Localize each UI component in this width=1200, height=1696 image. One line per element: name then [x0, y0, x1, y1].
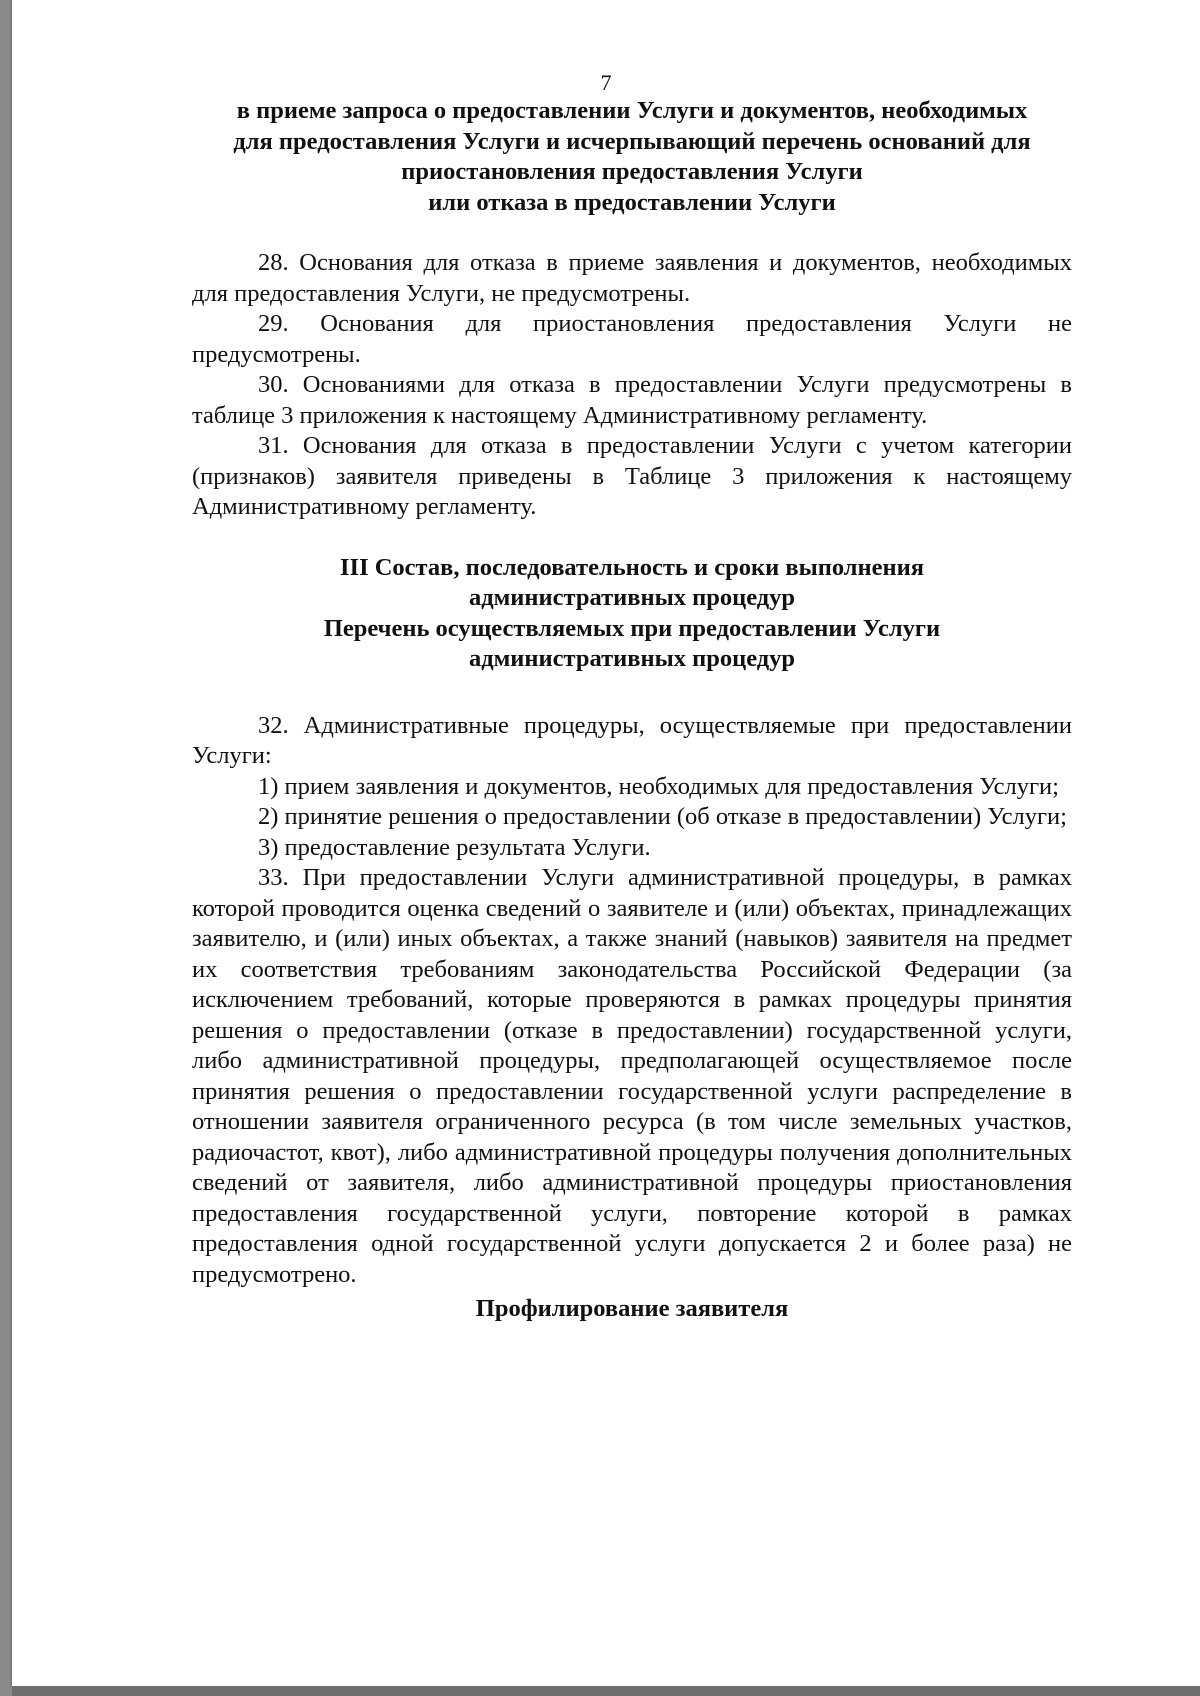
paragraph-31: 31. Основания для отказа в предоставлении Услуги с учетом категории (признаков) заявителя приведены в Таблице 3 приложения к настоящему Административному регламенту. [192, 432, 1072, 520]
paragraph-33: 33. При предоставлении Услуги административной процедуры, в рамках которой проводится оценка сведений о заявителе и (или) объектах, принадлежащих заявителю, и (или) иных объектах, а также знаний (навыков) заявителя на предмет их соответствия требованиям законодательства Российской Федерации (за исключением требований, которые проверяются в рамках процедуры принятия решения о предоставлении (отказе в предоставлении) государственной услуги, либо административной процедуры, предполагающей осуществляемое после принятия решения о предоставлении государственной услуги распределение в отношении заявителя ограниченного ресурса (в том числе земельных участков, радиочастот, квот), либо административной процедуры получения дополнительных сведений от заявителя, либо административной процедуры приостановления предоставления государственной услуги, повторение которой в рамках предоставления одной государственной услуги допускается 2 и более раза) не предусмотрено. [192, 864, 1072, 1288]
list-item-3: 3) предоставление результата Услуги. [258, 833, 651, 861]
heading-line: приостановления предоставления Услуги [401, 158, 863, 185]
page-number: 7 [600, 70, 612, 95]
heading-line: III Состав, последовательность и сроки выполнения [340, 553, 924, 581]
heading-line: административных процедур [468, 645, 796, 672]
list-item-1: 1) прием заявления и документов, необходимых для предоставления Услуги; [258, 772, 1059, 800]
heading-refusal-grounds [192, 96, 1072, 218]
heading-line: или отказа в предоставлении Услуги [428, 188, 836, 216]
heading-applicant-profiling: Профилирование заявителя [475, 1295, 789, 1322]
heading-section-iii [192, 553, 1072, 675]
heading-line: Перечень осуществляемых при предоставлении Услуги [323, 614, 941, 642]
heading-line: административных процедур [468, 584, 796, 611]
paragraph-30: 30. Основаниями для отказа в предоставлении Услуги предусмотрены в таблице 3 приложения к настоящему Административному регламенту. [192, 371, 1072, 429]
heading-line: для предоставления Услуги и исчерпывающий перечень оснований для [233, 127, 1031, 155]
paragraph-32: 32. Административные процедуры, осуществляемые при предоставлении Услуги: [192, 711, 1072, 769]
paragraph-28: 28. Основания для отказа в приеме заявления и документов, необходимых для предоставления Услуги, не предусмотрены. [192, 249, 1072, 307]
page-content [192, 96, 1072, 1325]
list-item-2: 2) принятие решения о предоставлении (об отказе в предоставлении) Услуги; [258, 803, 1067, 830]
paragraph-29: 29. Основания для приостановления предоставления Услуги не предусмотрены. [192, 310, 1072, 368]
heading-line: в приеме запроса о предоставлении Услуги и документов, необходимых [236, 97, 1028, 124]
document-page [12, 0, 1200, 1686]
page-bottom-edge [12, 1686, 1200, 1696]
